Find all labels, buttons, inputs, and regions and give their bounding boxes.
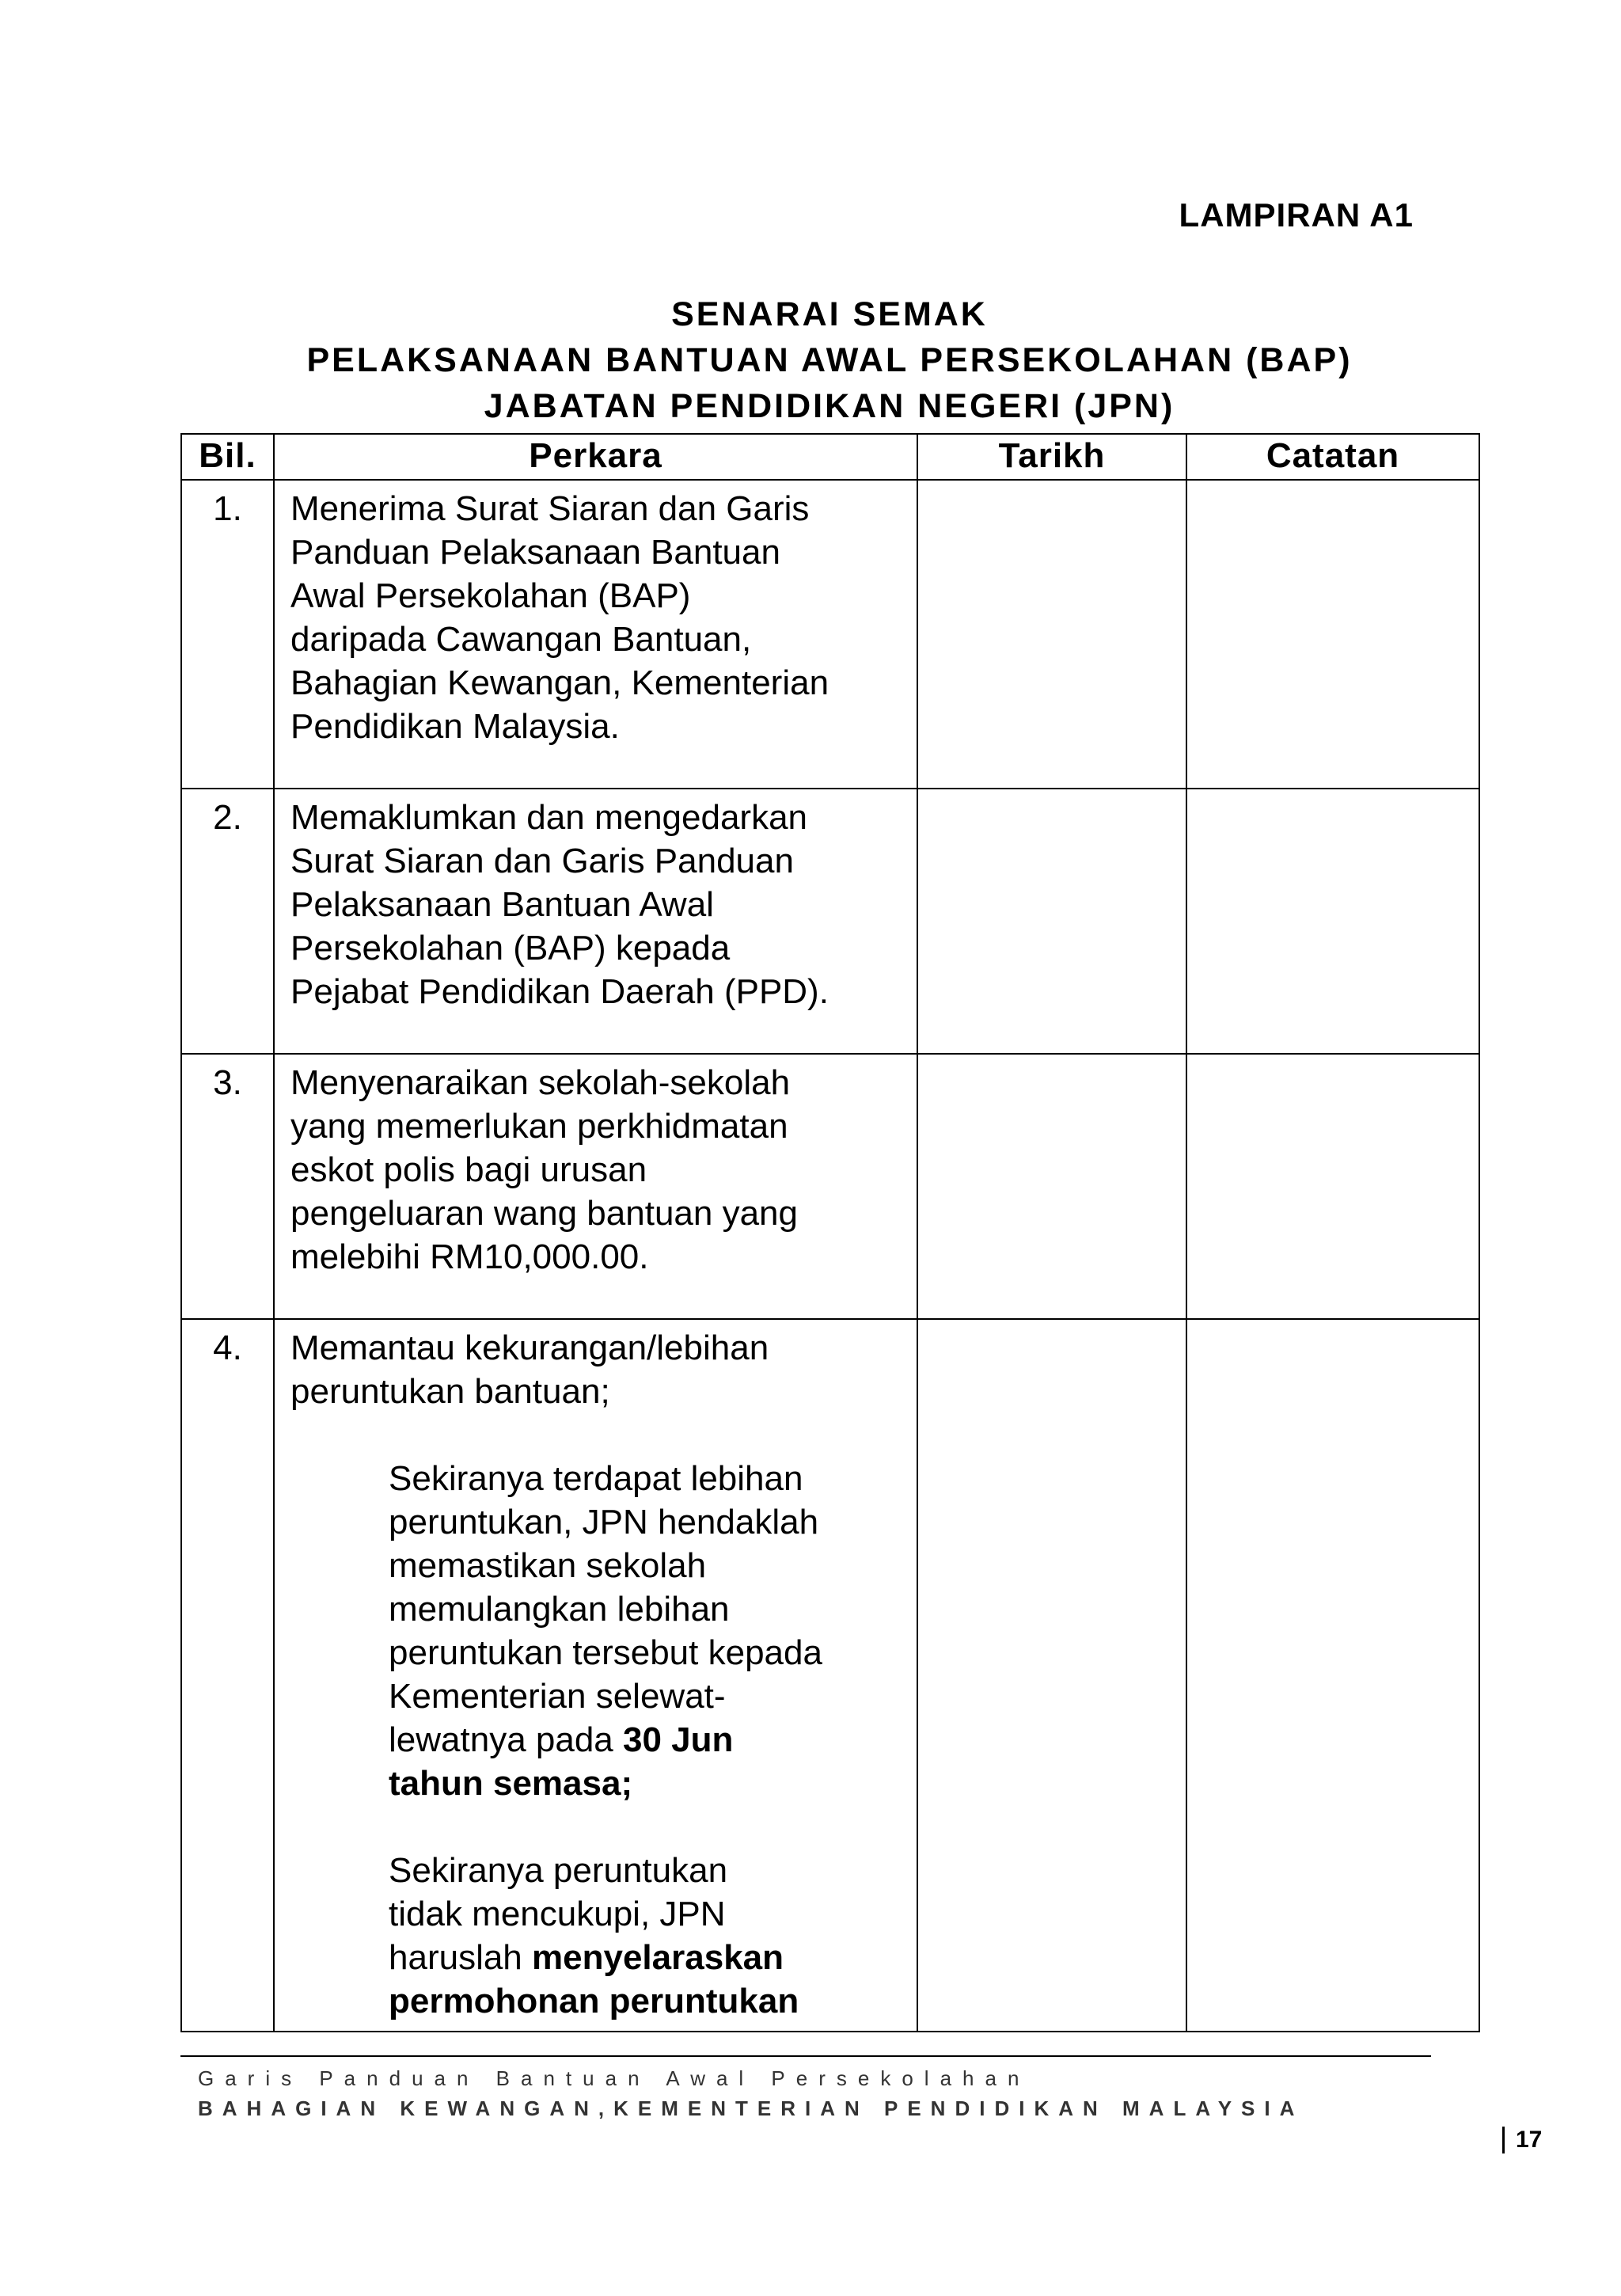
date-cell[interactable] <box>917 480 1186 789</box>
date-cell[interactable] <box>917 1054 1186 1319</box>
text-line: yang memerlukan perkhidmatan <box>290 1107 788 1146</box>
text-line: Menyenaraikan sekolah-sekolah <box>290 1063 791 1102</box>
text-line: Sekiranya terdapat lebihan <box>389 1459 803 1498</box>
title-line-1: SENARAI SEMAK <box>671 295 988 333</box>
text-line: memulangkan lebihan <box>389 1590 730 1629</box>
spacer <box>290 1413 909 1457</box>
notes-cell[interactable] <box>1186 1054 1479 1319</box>
footer-document-title: Garis Panduan Bantuan Awal Persekolahan <box>198 2066 1031 2090</box>
row-item-text <box>274 480 917 789</box>
text-line: Pejabat Pendidikan Daerah (PPD). <box>290 972 829 1011</box>
text-line: permohonan peruntukan <box>389 1982 799 2020</box>
text-line: Bahagian Kewangan, Kementerian <box>290 663 829 702</box>
text-line: Sekiranya peruntukan <box>389 1851 728 1890</box>
table-row <box>181 1319 1479 2032</box>
row-number: 4. <box>181 1319 274 2032</box>
table-header-row <box>181 434 1479 480</box>
text-line: daripada Cawangan Bantuan, <box>290 620 752 659</box>
text-line: eskot polis bagi urusan <box>290 1150 647 1189</box>
header-bil: Bil. <box>181 434 274 480</box>
text-line <box>389 1718 909 1762</box>
notes-cell[interactable] <box>1186 789 1479 1054</box>
footer-rule <box>180 2055 1431 2057</box>
table-row <box>181 789 1479 1054</box>
text-line: Pendidikan Malaysia. <box>290 707 620 746</box>
row-number: 3. <box>181 1054 274 1319</box>
row-item-text <box>274 789 917 1054</box>
text-line <box>389 1936 909 1979</box>
notes-cell[interactable] <box>1186 480 1479 789</box>
text-line: peruntukan tersebut kepada <box>389 1633 822 1672</box>
text-line: Kementerian selewat- <box>389 1677 726 1716</box>
text-line: Surat Siaran dan Garis Panduan <box>290 842 794 880</box>
text-line: pengeluaran wang bantuan yang <box>290 1194 798 1233</box>
row-item-text <box>274 1319 917 2032</box>
page-number: 17 <box>1502 2127 1542 2153</box>
row-number: 2. <box>181 789 274 1054</box>
header-catatan: Catatan <box>1186 434 1479 480</box>
document-title-block <box>180 291 1479 429</box>
text-line: Awal Persekolahan (BAP) <box>290 576 691 615</box>
table-row <box>181 1054 1479 1319</box>
title-line-2: PELAKSANAAN BANTUAN AWAL PERSEKOLAHAN (BAP) <box>306 341 1353 379</box>
text-line: Panduan Pelaksanaan Bantuan <box>290 533 780 572</box>
table-row <box>181 480 1479 789</box>
date-cell[interactable] <box>917 789 1186 1054</box>
spacer <box>290 1805 909 1849</box>
sub-paragraph-shortfall <box>290 1849 909 2023</box>
text-line: tidak mencukupi, JPN <box>389 1895 726 1933</box>
checklist-table <box>180 433 1480 2032</box>
text-line: melebihi RM10,000.00. <box>290 1237 649 1276</box>
row-number: 1. <box>181 480 274 789</box>
text-line: Menerima Surat Siaran dan Garis <box>290 489 810 528</box>
text-line: peruntukan, JPN hendaklah <box>389 1503 819 1541</box>
emphasis-text: menyelaraskan <box>532 1938 784 1977</box>
footer-department: BAHAGIAN KEWANGAN,KEMENTERIAN PENDIDIKAN MALAYSIA <box>198 2096 1304 2120</box>
text-line: Pelaksanaan Bantuan Awal <box>290 885 714 924</box>
text-line: peruntukan bantuan; <box>290 1372 610 1411</box>
title-line-3: JABATAN PENDIDIKAN NEGERI (JPN) <box>484 387 1175 425</box>
sub-paragraph-surplus <box>290 1457 909 1805</box>
appendix-label: LAMPIRAN A1 <box>1179 196 1414 234</box>
text-fragment: haruslah <box>389 1938 533 1977</box>
text-fragment: lewatnya pada <box>389 1720 623 1759</box>
notes-cell[interactable] <box>1186 1319 1479 2032</box>
row-item-text <box>274 1054 917 1319</box>
date-cell[interactable] <box>917 1319 1186 2032</box>
deadline-date: 30 Jun <box>623 1720 734 1759</box>
text-line: Memantau kekurangan/lebihan <box>290 1329 769 1367</box>
text-line: Persekolahan (BAP) kepada <box>290 929 731 967</box>
text-line: Memaklumkan dan mengedarkan <box>290 798 808 837</box>
header-tarikh: Tarikh <box>917 434 1186 480</box>
text-line: tahun semasa; <box>389 1764 633 1803</box>
text-line: memastikan sekolah <box>389 1546 707 1585</box>
header-perkara: Perkara <box>274 434 917 480</box>
